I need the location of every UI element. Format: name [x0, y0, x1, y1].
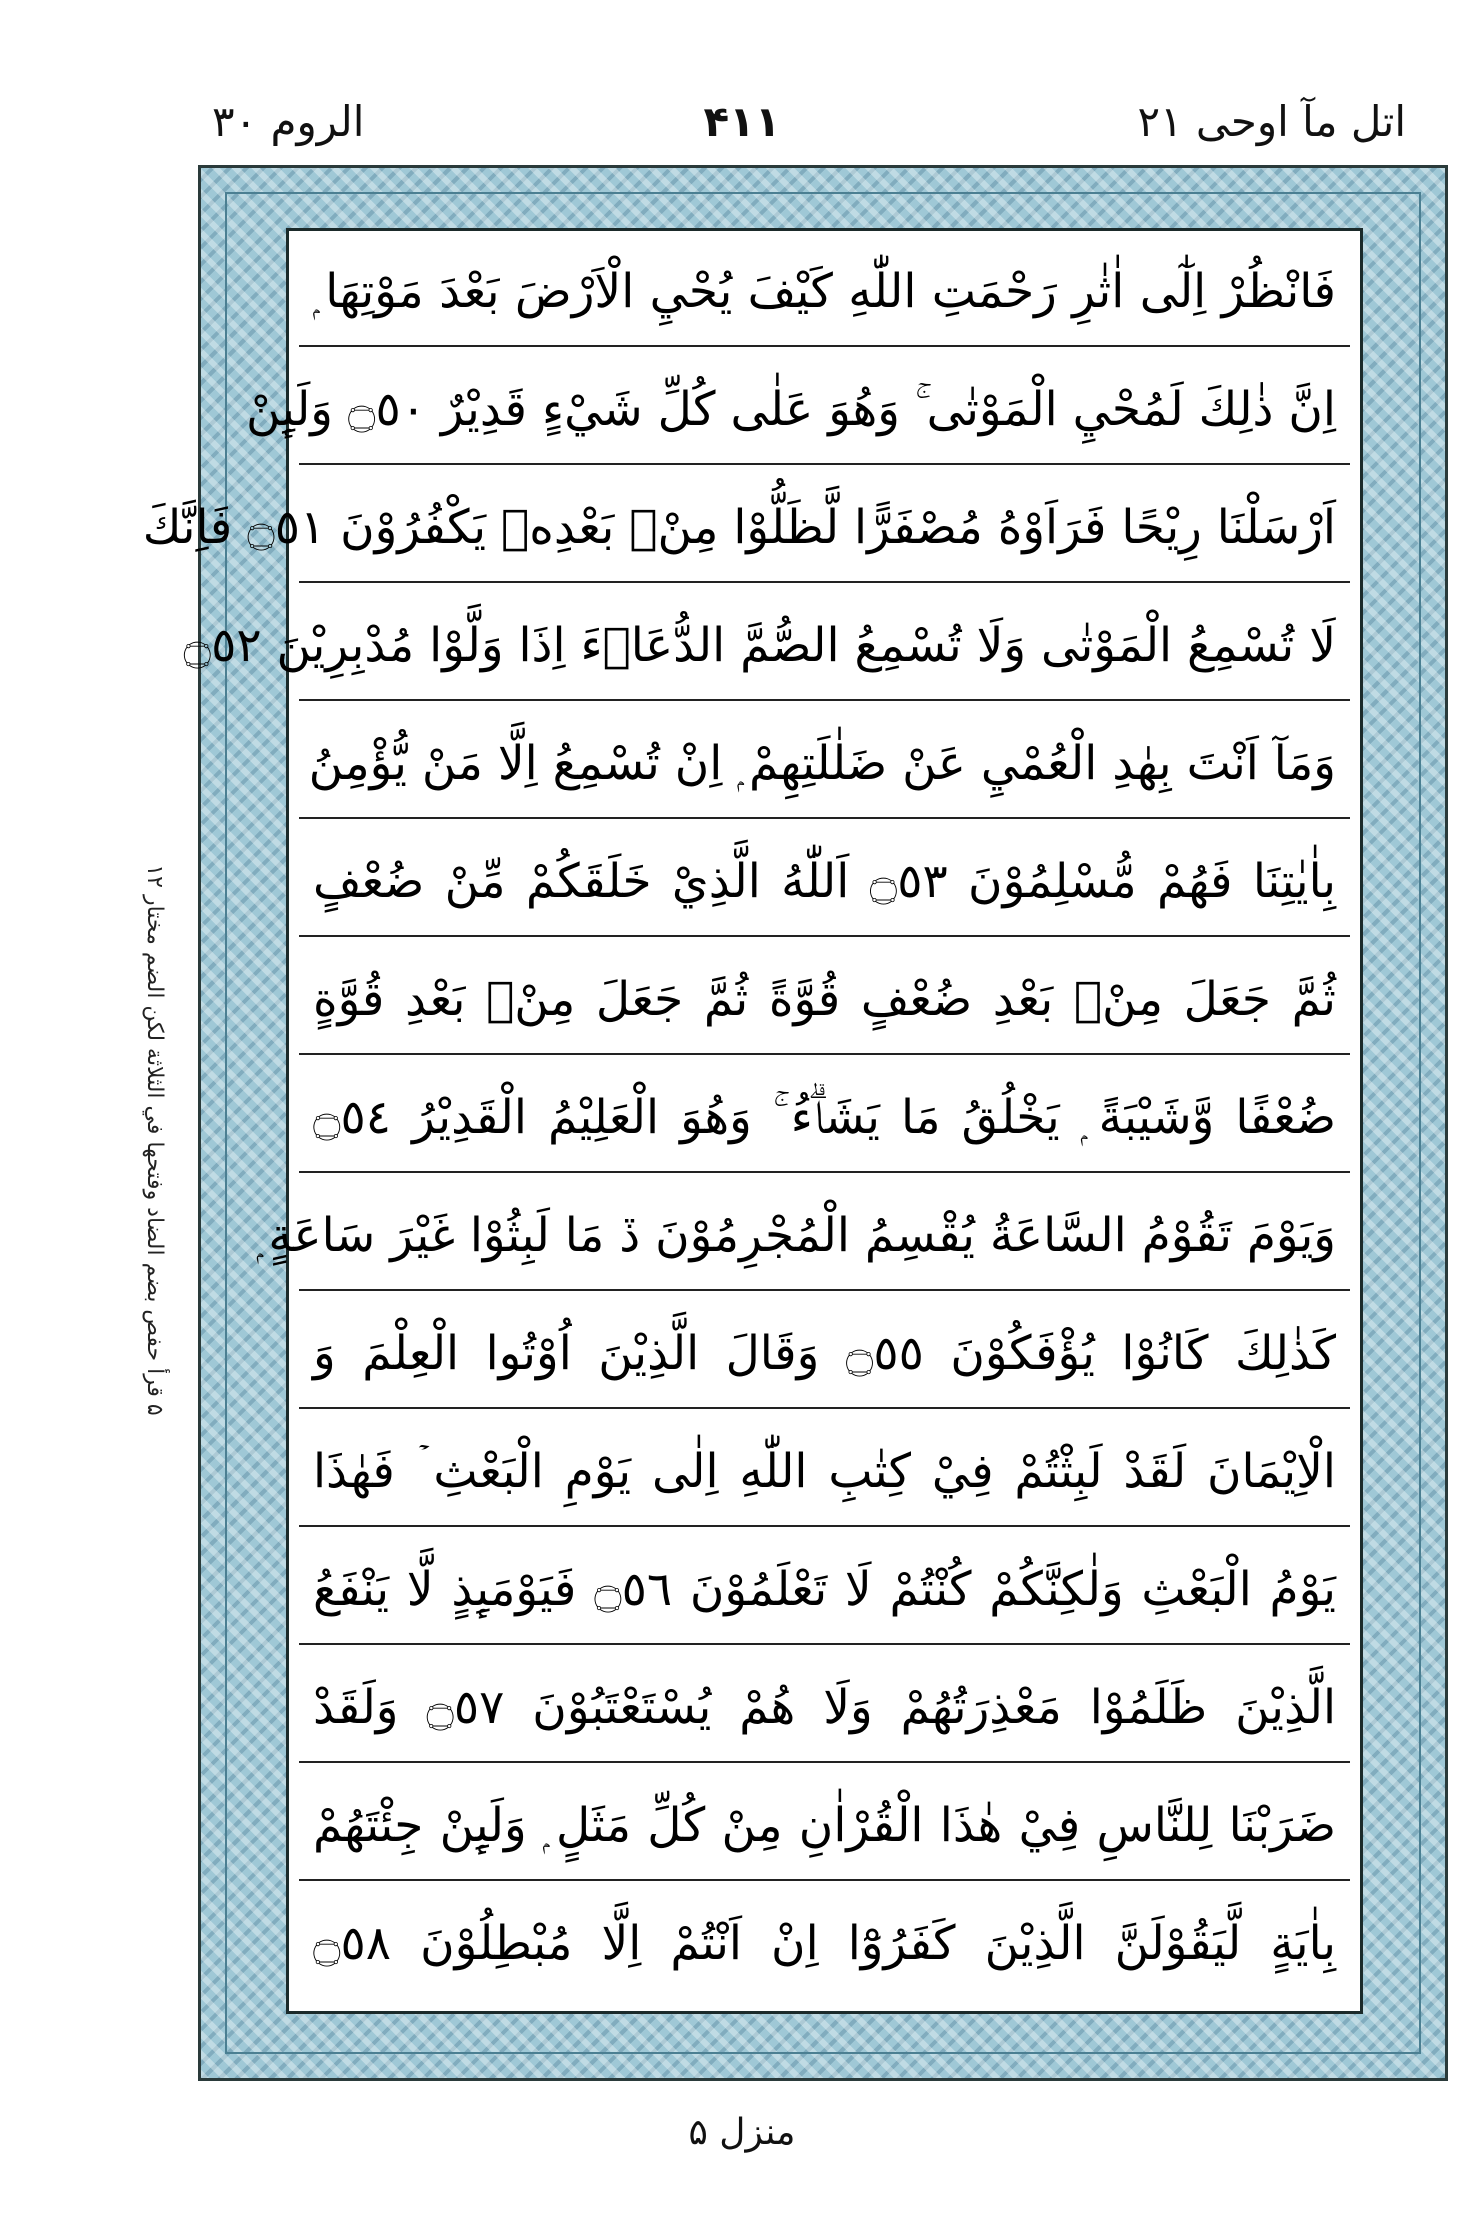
verse-line: ضُعْفًا وَّشَيْبَةً ۭ يَخْلُقُ مَا يَشَاۗءُ ۚ وَهُوَ الْعَلِيْمُ الْقَدِيْرُ ۝٥٤	[299, 1063, 1350, 1173]
verse-line: الَّذِيْنَ ظَلَمُوْا مَعْذِرَتُهُمْ وَلَا هُمْ يُسْتَعْتَبُوْنَ ۝٥٧ وَلَقَدْ	[299, 1653, 1350, 1763]
manzil-footer: منزل ۵	[688, 2112, 796, 2153]
verse-line: وَيَوْمَ تَقُوْمُ السَّاعَةُ يُقْسِمُ الْمُجْرِمُوْنَ ڏ مَا لَبِثُوْا غَيْرَ سَاعَةٍ ۭ	[299, 1181, 1350, 1291]
verse-line: كَذٰلِكَ كَانُوْا يُؤْفَكُوْنَ ۝٥٥ وَقَالَ الَّذِيْنَ اُوْتُوا الْعِلْمَ وَ	[299, 1299, 1350, 1409]
verse-line: الْاِيْمَانَ لَقَدْ لَبِثْتُمْ فِيْ كِتٰبِ اللّٰهِ اِلٰى يَوْمِ الْبَعْثِ ۡ فَهٰذَا	[299, 1417, 1350, 1527]
verse-line: لَا تُسْمِعُ الْمَوْتٰى وَلَا تُسْمِعُ الصُّمَّ الدُّعَاۗءَ اِذَا وَلَّوْا مُدْبِرِيْنَ ۝٥٢	[299, 591, 1350, 701]
verse-line: يَوْمُ الْبَعْثِ وَلٰكِنَّكُمْ كُنْتُمْ لَا تَعْلَمُوْنَ ۝٥٦ فَيَوْمَىِٕذٍ لَّا يَنْفَعُ	[299, 1535, 1350, 1645]
margin-note	[124, 700, 184, 1580]
verse-line: اَرْسَلْنَا رِيْحًا فَرَاَوْهُ مُصْفَرًّا لَّظَلُّوْا مِنْۢ بَعْدِهٖ يَكْفُرُوْنَ ۝٥١ فَاِنَّكَ	[299, 473, 1350, 583]
verse-line: ثُمَّ جَعَلَ مِنْۢ بَعْدِ ضُعْفٍ قُوَّةً ثُمَّ جَعَلَ مِنْۢ بَعْدِ قُوَّةٍ	[299, 945, 1350, 1055]
verse-line: بِاٰيَةٍ لَّيَقُوْلَنَّ الَّذِيْنَ كَفَرُوْٓا اِنْ اَنْتُمْ اِلَّا مُبْطِلُوْنَ ۝٥٨	[313, 1916, 1336, 1971]
verse-line: وَمَآ اَنْتَ بِهٰدِ الْعُمْيِ عَنْ ضَلٰلَتِهِمْ ۭ اِنْ تُسْمِعُ اِلَّا مَنْ يُّؤْمِنُ	[299, 709, 1350, 819]
surah-title: الروم ۳۰	[212, 97, 365, 146]
verse-line: بِاٰيٰتِنَا فَهُمْ مُّسْلِمُوْنَ ۝٥٣ اَللّٰهُ الَّذِيْ خَلَقَكُمْ مِّنْ ضُعْفٍ	[299, 827, 1350, 937]
page-header	[0, 92, 1484, 162]
verse-line: ضَرَبْنَا لِلنَّاسِ فِيْ هٰذَا الْقُرْاٰنِ مِنْ كُلِّ مَثَلٍ ۭ وَلَىِٕنْ جِئْتَهُمْ	[299, 1771, 1350, 1881]
page-number: ۴۱۱	[703, 97, 781, 146]
margin-note-text: ۵ قرأ حفص بضم الضاد وفتحها في الثلاثة لكن الضم مختار ۱۲	[142, 864, 167, 1416]
verse-line: فَانْظُرْ اِلٰٓى اٰثٰرِ رَحْمَتِ اللّٰهِ كَيْفَ يُحْيِ الْاَرْضَ بَعْدَ مَوْتِهَا ۭ	[299, 237, 1350, 347]
verse-line: اِنَّ ذٰلِكَ لَمُحْيِ الْمَوْتٰى ۚ وَهُوَ عَلٰى كُلِّ شَيْءٍ قَدِيْرٌ ۝٥٠ وَلَىِٕنْ	[299, 355, 1350, 465]
juz-title: اتل مآ اوحی ۲۱	[1137, 97, 1406, 146]
